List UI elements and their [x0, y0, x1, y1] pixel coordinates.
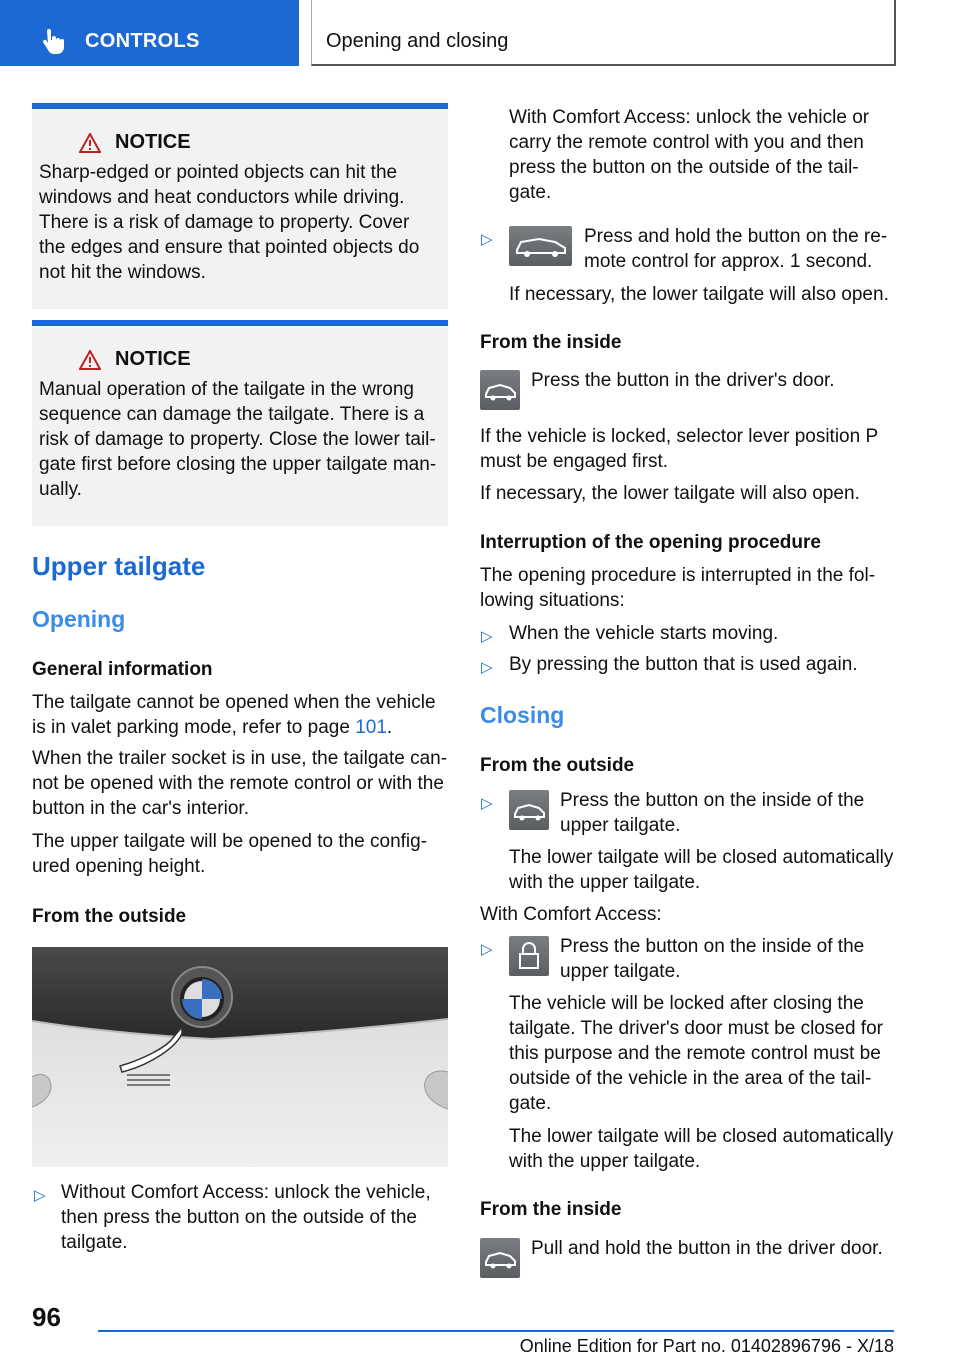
notice-text: Sharp-edged or pointed objects can hit the windows and heat conductors while driving. There is a risk of damage to property. Cover the edges and ensure that pointed objects do not hit the windows.: [39, 162, 420, 283]
list-item: Press the button on the inside of the upper tailgate.: [560, 790, 865, 836]
page-link[interactable]: 101: [355, 717, 387, 738]
paragraph: The lower tailgate will be closed automatically with the upper tailgate.: [509, 847, 894, 893]
list-item: Press and hold the button on the re-mote control for approx. 1 second.: [584, 226, 888, 272]
chapter-title-text: Opening and closing: [326, 30, 509, 52]
paragraph: The lower tailgate will be closed automatically with the upper tailgate.: [509, 1126, 894, 1172]
tailgate-close-button-icon: [509, 790, 549, 830]
notice-label: NOTICE: [115, 348, 191, 370]
list-item: Without Comfort Access: unlock the vehicle, then press the button on the outside of the tailgate.: [61, 1182, 431, 1253]
closing-heading: Closing: [480, 702, 565, 728]
list-item: When the vehicle starts moving.: [509, 623, 779, 644]
remote-tailgate-button-icon: [509, 226, 572, 266]
paragraph: The upper tailgate will be opened to the config-ured opening height.: [32, 831, 428, 877]
paragraph: Press the button in the driver's door.: [531, 370, 835, 391]
bullet-icon: ▷: [481, 231, 493, 248]
paragraph: Pull and hold the button in the driver door.: [531, 1238, 883, 1259]
bullet-icon: ▷: [481, 659, 493, 676]
close-from-outside-heading: From the outside: [480, 755, 635, 776]
list-item: By pressing the button that is used again.: [509, 654, 858, 675]
door-pull-button-icon: [480, 1238, 520, 1278]
chapter-title: [311, 0, 896, 66]
bullet-icon: ▷: [481, 795, 493, 812]
notice-heading: [79, 348, 440, 371]
section-label: CONTROLS: [85, 30, 200, 52]
page-number: 96: [32, 1302, 61, 1332]
paragraph: If the vehicle is locked, selector lever position P must be engaged first.: [480, 426, 878, 472]
paragraph: [32, 690, 448, 740]
notice-box-1: [32, 103, 448, 309]
paragraph: The vehicle will be locked after closing the tailgate. The driver's door must be closed for this purpose and the remote control must be outside of the vehicle in the area of the tail-gate.: [509, 993, 883, 1114]
edition-text: Online Edition for Part no. 01402896796 - X/18: [519, 1336, 894, 1356]
paragraph: If necessary, the lower tailgate will also open.: [509, 284, 889, 305]
paragraph: When the trailer socket is in use, the tailgate can-not be opened with the remote control or with the button in the car's interior.: [32, 748, 448, 819]
paragraph-text: .: [386, 717, 393, 738]
warning-icon: [79, 133, 101, 153]
hand-pointer-icon: [38, 28, 66, 56]
section-tab[interactable]: [0, 0, 299, 66]
subsection-heading: Opening: [32, 606, 126, 632]
warning-icon: [79, 350, 101, 370]
bullet-icon: ▷: [481, 628, 493, 645]
page-footer: [98, 1330, 894, 1356]
list-item: Press the button on the inside of the upper tailgate.: [560, 936, 865, 982]
general-info-heading: General information: [32, 659, 213, 680]
comfort-access-label: With Comfort Access:: [480, 904, 662, 925]
door-tailgate-button-icon: [480, 370, 520, 410]
page-header: [0, 0, 960, 66]
close-from-inside-heading: From the inside: [480, 1199, 622, 1220]
notice-text: Manual operation of the tailgate in the wrong sequence can damage the tailgate. There is a risk of damage to property. Close the lower tail-gate first before closing the upper tailgate man-ually.: [39, 379, 437, 500]
notice-heading: [79, 131, 440, 154]
paragraph: With Comfort Access: unlock the vehicle or carry the remote control with you and then press the button on the outside of the tail-gate.: [509, 107, 870, 203]
from-outside-heading: From the outside: [32, 906, 187, 927]
notice-box-2: [32, 320, 448, 526]
notice-label: NOTICE: [115, 131, 191, 153]
interruption-heading: Interruption of the opening procedure: [480, 532, 821, 553]
lock-button-icon: [509, 936, 549, 976]
from-inside-heading: From the inside: [480, 332, 622, 353]
bullet-icon: ▷: [481, 941, 493, 958]
tailgate-photo: [32, 947, 448, 1167]
tailgate-illustration: [32, 947, 448, 1167]
bullet-icon: ▷: [34, 1187, 46, 1204]
paragraph-text: The tailgate cannot be opened when the vehicle is in valet parking mode, refer to page: [32, 692, 436, 738]
paragraph: The opening procedure is interrupted in the fol-lowing situations:: [480, 565, 876, 611]
section-heading: Upper tailgate: [32, 551, 206, 581]
paragraph: If necessary, the lower tailgate will also open.: [480, 483, 860, 504]
